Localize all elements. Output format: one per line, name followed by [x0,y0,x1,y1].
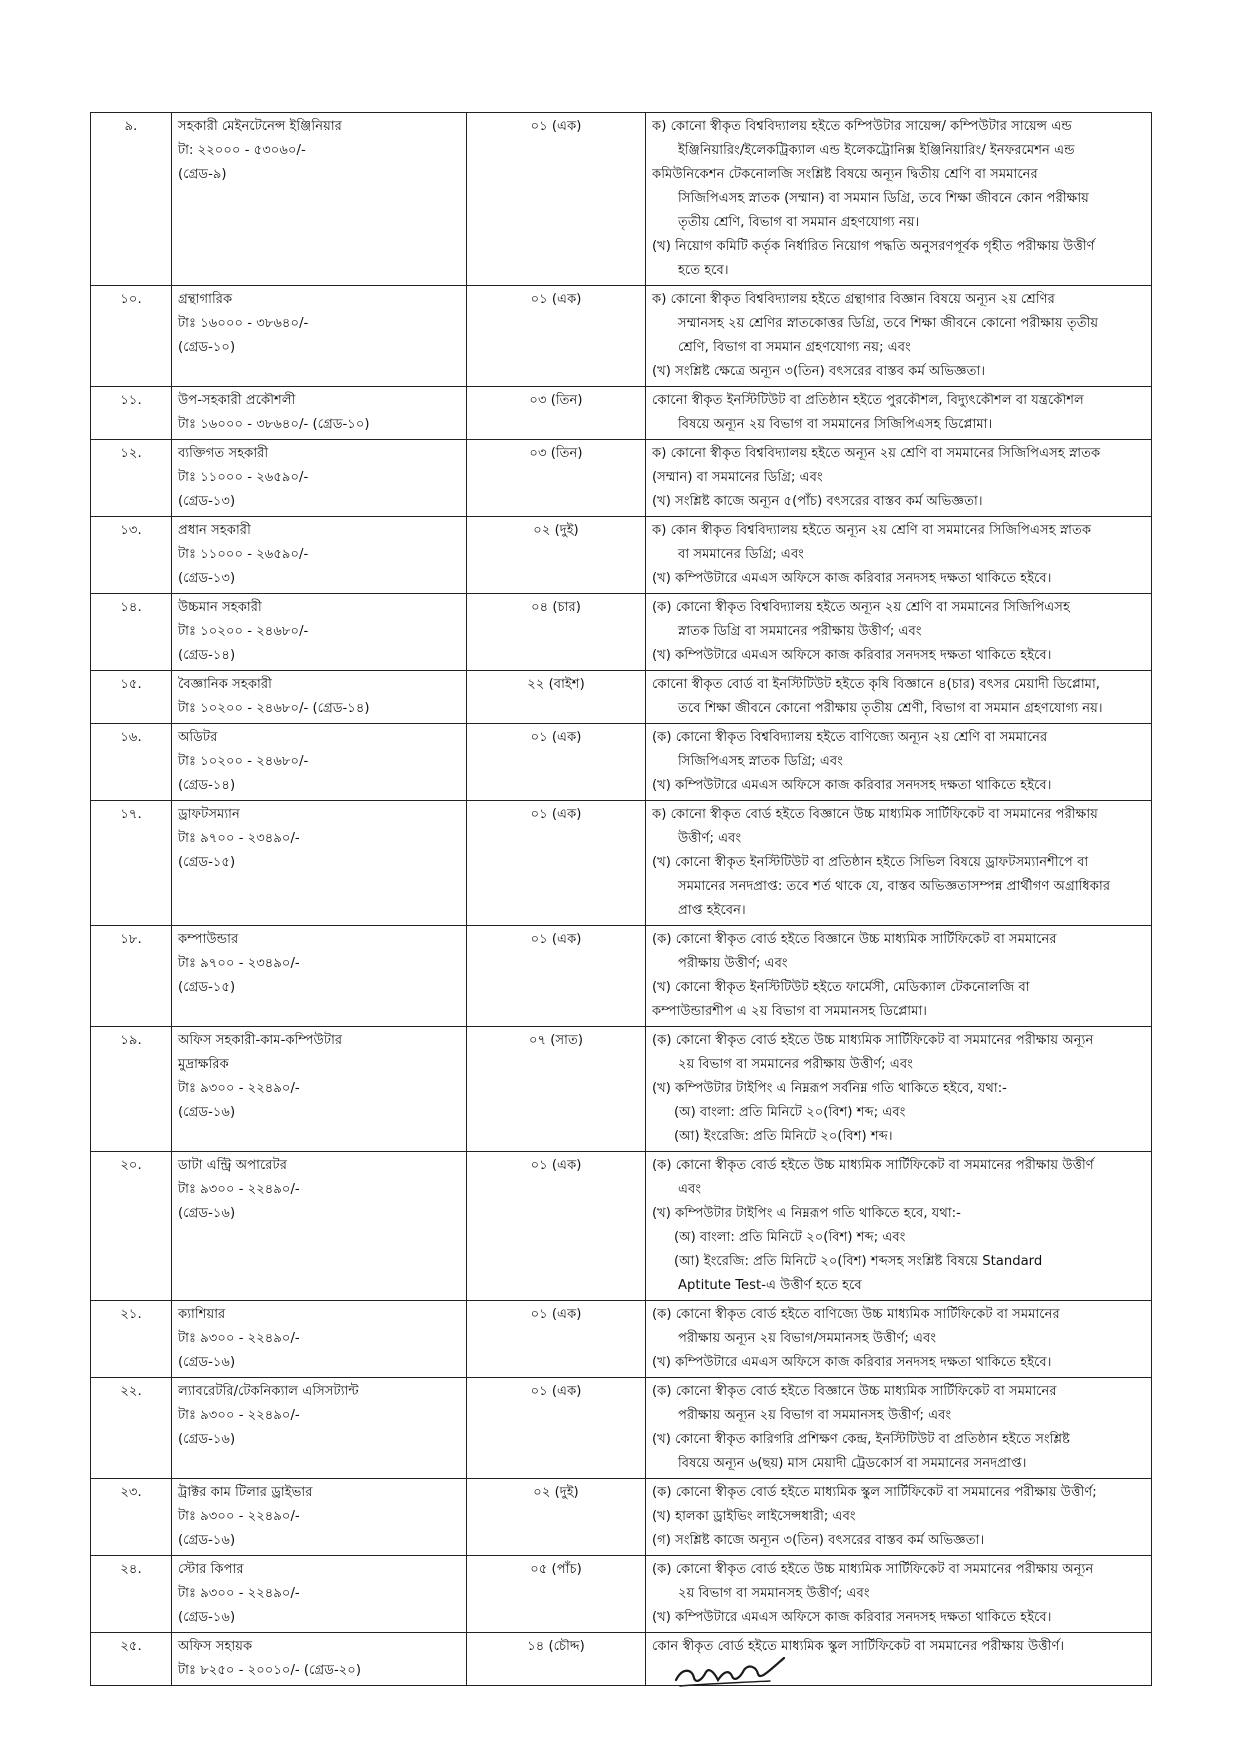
qualification-line: কমিউনিকেশন টেকনোলজি সংশ্লিষ্ট বিষয়ে অন্যূন দ্বিতীয় শ্রেণি বা সমমানের [652,167,1038,182]
table-row [91,724,1152,801]
qualification-line: (খ) কম্পিউটার টাইপিং এ নিম্নরূপ গতি থাকিতে হবে, যথা:- [652,1206,961,1221]
qualification-line: ক) কোনো স্বীকৃত বিশ্ববিদ্যালয় হইতে কম্পিউটার সায়েন্স/ কম্পিউটার সায়েন্স এন্ড [652,119,1072,134]
qualification-cell [646,671,1152,724]
post-count-cell: ০৩ (তিন) [467,440,646,517]
post-name-cell [172,440,467,517]
post-count-cell: ০২ (দুই) [467,1479,646,1556]
qualification-line: হতে হবে। [678,263,729,278]
qualification-line: এবং [678,1182,702,1197]
qualification-cell [646,1152,1152,1301]
qualification-line: কোন স্বীকৃত বোর্ড হইতে মাধ্যমিক স্কুল সার্টিফিকেট বা সমমানের পরীক্ষায় উত্তীর্ণ। [652,1639,1065,1654]
qualification-line: (খ) নিয়োগ কমিটি কর্তৃক নির্ধারিত নিয়োগ পদ্ধতি অনুসরণপূর্বক গৃহীত পরীক্ষায় উত্তীর্ণ [652,239,1095,254]
post-line: (গ্রেড-১৩) [178,571,236,586]
qualification-line: বিষয়ে অন্যূন ৬(ছয়) মাস মেয়াদী ট্রেডকোর্স বা সমমানের সনদপ্রাপ্ত। [678,1456,1027,1471]
qualification-line: তবে শিক্ষা জীবনে কোনো পরীক্ষায় তৃতীয় শ্রেণী, বিভাগ বা সমমান গ্রহণযোগ্য নয়। [678,701,1103,716]
post-line: স্টোর কিপার [178,1562,244,1577]
post-line: (গ্রেড-৯) [178,167,227,182]
qualification-line: (অ) বাংলা: প্রতি মিনিটে ২০(বিশ) শব্দ; এবং [674,1105,906,1120]
post-line: মুদ্রাক্ষরিক [178,1057,229,1072]
post-name-cell [172,724,467,801]
qualification-line: কোনো স্বীকৃত বোর্ড বা ইনস্টিটিউট হইতে কৃষি বিজ্ঞানে ৪(চার) বৎসর মেয়াদী ডিপ্লোমা, [652,677,1100,692]
post-count-cell: ১৪ (চৌদ্দ) [467,1633,646,1686]
serial-number-cell: ২২. [91,1378,172,1479]
qualification-line: (খ) সংশ্লিষ্ট ক্ষেত্রে অন্যূন ৩(তিন) বৎসরের বাস্তব কর্ম অভিজ্ঞতা। [652,364,986,379]
post-line: (গ্রেড-১৬) [178,1355,236,1370]
table-row [91,594,1152,671]
qualification-line: ক) কোন স্বীকৃত বিশ্ববিদ্যালয় হইতে অন্যূন ২য় শ্রেণি বা সমমানের সিজিপিএসহ স্নাতক [652,523,1092,538]
qualification-line: (ক) কোনো স্বীকৃত বিশ্ববিদ্যালয় হইতে অন্যূন ২য় শ্রেণি বা সমমানের সিজিপিএসহ [652,600,1070,615]
qualification-line: (আ) ইংরেজি: প্রতি মিনিটে ২০(বিশ) শব্দ। [674,1129,893,1144]
qualification-line: কোনো স্বীকৃত ইনস্টিটিউট বা প্রতিষ্ঠান হইতে পুরকৌশল, বিদ্যুৎকৌশল বা যন্ত্রকৌশল [652,393,1084,408]
serial-number-cell: ২৫. [91,1633,172,1686]
post-line: প্রধান সহকারী [178,523,251,538]
serial-number-cell: ২১. [91,1301,172,1378]
qualification-cell [646,724,1152,801]
serial-number-cell: ১৩. [91,517,172,594]
table-row [91,387,1152,440]
post-line: টাঃ ৯৩০০ - ২২৪৯০/- [178,1331,300,1346]
post-line: টাঃ ১০২০০ - ২৪৬৮০/- [178,754,309,769]
post-count-cell: ০১ (এক) [467,286,646,387]
qualification-line: (ক) কোনো স্বীকৃত বোর্ড হইতে উচ্চ মাধ্যমিক সার্টিফিকেট বা সমমানের পরীক্ষায় উত্তীর্ণ [652,1158,1094,1173]
post-line: (গ্রেড-১৬) [178,1432,236,1447]
qualification-line: পরীক্ষায় উত্তীর্ণ; এবং [678,956,788,971]
post-name-cell [172,1301,467,1378]
qualification-cell [646,801,1152,926]
handwritten-signature [672,1650,792,1690]
post-line: ট্রাক্টর কাম টিলার ড্রাইভার [178,1485,313,1500]
qualification-line: স্নাতক ডিগ্রি বা সমমানের পরীক্ষায় উত্তীর্ণ; এবং [678,624,922,639]
qualification-line: ইঞ্জিনিয়ারিং/ইলেকট্রিক্যাল এন্ড ইলেকট্রোনিক্স ইঞ্জিনিয়ারিং/ ইনফরমেশন এন্ড [678,143,1075,158]
post-line: ডাটা এন্ট্রি অপারেটর [178,1158,287,1173]
qualification-line: ক) কোনো স্বীকৃত বোর্ড হইতে বিজ্ঞানে উচ্চ মাধ্যমিক সার্টিফিকেট বা সমমানের পরীক্ষায় [652,807,1098,822]
qualification-line: (অ) বাংলা: প্রতি মিনিটে ২০(বিশ) শব্দ; এবং [674,1230,906,1245]
table-row [91,926,1152,1027]
post-count-cell: ০১ (এক) [467,1301,646,1378]
post-line: টাঃ ১১০০০ - ২৬৫৯০/- [178,547,309,562]
post-name-cell [172,1633,467,1686]
post-count-cell: ০৪ (চার) [467,594,646,671]
qualification-line: শ্রেণি, বিভাগ বা সমমান গ্রহণযোগ্য নয়; এবং [678,340,911,355]
table-row [91,1479,1152,1556]
post-line: টাঃ ১১০০০ - ২৬৫৯০/- [178,470,309,485]
post-name-cell [172,594,467,671]
qualification-line: (ক) কোনো স্বীকৃত বোর্ড হইতে বাণিজ্যে উচ্চ মাধ্যমিক সার্টিফিকেট বা সমমানের [652,1307,1060,1322]
table-row [91,517,1152,594]
qualification-line: (ক) কোনো স্বীকৃত বোর্ড হইতে বিজ্ঞানে উচ্চ মাধ্যমিক সার্টিফিকেট বা সমমানের [652,932,1057,947]
qualification-line: উত্তীর্ণ; এবং [678,831,742,846]
table-row [91,1027,1152,1152]
qualification-line: (খ) কম্পিউটারে এমএস অফিসে কাজ করিবার সনদসহ দক্ষতা থাকিতে হইবে। [652,648,1052,663]
post-line: টাঃ ৯৩০০ - ২২৪৯০/- [178,1182,300,1197]
post-line: টাঃ ৯৩০০ - ২২৪৯০/- [178,1408,300,1423]
qualification-line: (খ) কম্পিউটারে এমএস অফিসে কাজ করিবার সনদসহ দক্ষতা থাকিতে হইবে। [652,1610,1052,1625]
post-count-cell: ০২ (দুই) [467,517,646,594]
serial-number-cell: ১৫. [91,671,172,724]
post-count-cell: ০৫ (পাঁচ) [467,1556,646,1633]
post-name-cell [172,286,467,387]
serial-number-cell: ১৯. [91,1027,172,1152]
table-row [91,440,1152,517]
table-row [91,1633,1152,1686]
qualification-line: (খ) কোনো স্বীকৃত ইনস্টিটিউট হইতে ফার্মেসী, মেডিক্যাল টেকনোলজি বা [652,980,1030,995]
post-count-cell: ০১ (এক) [467,1378,646,1479]
post-name-cell [172,801,467,926]
qualification-line: সিজিপিএসহ স্নাতক ডিগ্রি; এবং [678,754,843,769]
table-row [91,1301,1152,1378]
post-line: গ্রন্থাগারিক [178,292,233,307]
post-line: অফিস সহকারী-কাম-কম্পিউটার [178,1033,343,1048]
post-name-cell [172,1556,467,1633]
qualification-line: (খ) কম্পিউটার টাইপিং এ নিম্নরূপ সর্বনিম্ন গতি থাকিতে হইবে, যথা:- [652,1081,1007,1096]
qualification-cell [646,594,1152,671]
table-row [91,801,1152,926]
qualification-line: ২য় বিভাগ বা সমমানের পরীক্ষায় উত্তীর্ণ; এবং [678,1057,913,1072]
post-name-cell [172,926,467,1027]
qualification-line: ২য় বিভাগ বা সমমানসহ উত্তীর্ণ; এবং [678,1586,870,1601]
post-line: ব্যক্তিগত সহকারী [178,446,269,461]
post-name-cell [172,387,467,440]
qualification-line: তৃতীয় শ্রেণি, বিভাগ বা সমমান গ্রহণযোগ্য নয়। [678,215,920,230]
post-line: ক্যাশিয়ার [178,1307,226,1322]
post-name-cell [172,113,467,286]
post-line: ল্যাবরেটরি/টেকনিক্যাল এসিসট্যান্ট [178,1384,359,1399]
post-line: টাঃ ১৬০০০ - ৩৮৬৪০/- [178,316,309,331]
post-line: টাঃ ৮২৫০ - ২০০১০/- (গ্রেড-২০) [178,1663,362,1678]
qualification-line: (খ) হালকা ড্রাইভিং লাইসেন্সধারী; এবং [652,1509,856,1524]
table-row [91,286,1152,387]
serial-number-cell: ২৪. [91,1556,172,1633]
post-line: টা: ২২০০০ - ৫৩০৬০/- [178,143,306,158]
qualification-cell [646,926,1152,1027]
post-name-cell [172,1479,467,1556]
post-line: টাঃ ৯৭০০ - ২৩৪৯০/- [178,956,300,971]
qualification-line: (খ) কম্পিউটারে এমএস অফিসে কাজ করিবার সনদসহ দক্ষতা থাকিতে হইবে। [652,778,1052,793]
post-line: (গ্রেড-১৫) [178,980,236,995]
post-count-cell: ০১ (এক) [467,801,646,926]
post-line: (গ্রেড-১৬) [178,1610,236,1625]
qualification-cell [646,113,1152,286]
job-requirements-table [90,112,1152,1686]
post-line: সহকারী মেইনটেনেন্স ইঞ্জিনিয়ার [178,119,342,134]
post-line: অফিস সহায়ক [178,1639,253,1654]
qualification-line: (খ) কম্পিউটারে এমএস অফিসে কাজ করিবার সনদসহ দক্ষতা থাকিতে হইবে। [652,571,1052,586]
post-line: টাঃ ১০২০০ - ২৪৬৮০/- (গ্রেড-১৪) [178,701,370,716]
serial-number-cell: ৯. [91,113,172,286]
qualification-line: (খ) কোনো স্বীকৃত কারিগরি প্রশিক্ষণ কেন্দ্র, ইনস্টিটিউট বা প্রতিষ্ঠান হইতে সংশ্লিষ্ট [652,1432,1070,1447]
qualification-line: (ক) কোনো স্বীকৃত বোর্ড হইতে মাধ্যমিক স্কুল সার্টিফিকেট বা সমমানের পরীক্ষায় উত্তীর্ণ; [652,1485,1097,1500]
qualification-line: (সম্মান) বা সমমানের ডিগ্রি; এবং [652,470,823,485]
post-line: (গ্রেড-১৫) [178,855,236,870]
document-page [90,112,1152,1686]
serial-number-cell: ১২. [91,440,172,517]
post-name-cell [172,1378,467,1479]
qualification-line: বিষয়ে অন্যূন ২য় বিভাগ বা সমমানের সিজিপিএসহ ডিপ্লোমা। [678,417,993,432]
qualification-line: (গ) সংশ্লিষ্ট কাজে অন্যূন ৩(তিন) বৎসরের বাস্তব কর্ম অভিজ্ঞতা। [652,1533,985,1548]
qualification-cell [646,517,1152,594]
post-line: (গ্রেড-১৪) [178,648,236,663]
qualification-cell [646,286,1152,387]
table-body [91,113,1152,1686]
qualification-cell [646,1301,1152,1378]
qualification-line: (খ) সংশ্লিষ্ট কাজে অন্যূন ৫(পাঁচ) বৎসরের বাস্তব কর্ম অভিজ্ঞতা। [652,494,983,509]
serial-number-cell: ১৭. [91,801,172,926]
serial-number-cell: ১৬. [91,724,172,801]
post-count-cell: ২২ (বাইশ) [467,671,646,724]
post-name-cell [172,517,467,594]
qualification-line: (ক) কোনো স্বীকৃত বিশ্ববিদ্যালয় হইতে বাণিজ্যে অন্যূন ২য় শ্রেণি বা সমমানের [652,730,1048,745]
post-line: কম্পাউন্ডার [178,932,239,947]
table-row [91,113,1152,286]
post-name-cell [172,671,467,724]
qualification-line: পরীক্ষায় অন্যূন ২য় বিভাগ বা সমমানসহ উত্তীর্ণ; এবং [678,1408,952,1423]
qualification-line: সমমানের সনদপ্রাপ্ত: তবে শর্ত থাকে যে, বাস্তব অভিজ্ঞতাসম্পন্ন প্রার্থীগণ অগ্রাধিকার [678,879,1111,894]
post-line: টাঃ ৯৩০০ - ২২৪৯০/- [178,1509,300,1524]
post-line: উপ-সহকারী প্রকৌশলী [178,393,296,408]
post-line: টাঃ ১০২০০ - ২৪৬৮০/- [178,624,309,639]
qualification-line: (ক) কোনো স্বীকৃত বোর্ড হইতে বিজ্ঞানে উচ্চ মাধ্যমিক সার্টিফিকেট বা সমমানের [652,1384,1057,1399]
qualification-line: Aptitute Test-এ উত্তীর্ণ হতে হবে [678,1278,862,1293]
qualification-line: (খ) কম্পিউটারে এমএস অফিসে কাজ করিবার সনদসহ দক্ষতা থাকিতে হইবে। [652,1355,1052,1370]
post-line: (গ্রেড-১৬) [178,1206,236,1221]
post-line: বৈজ্ঞানিক সহকারী [178,677,272,692]
post-line: টাঃ ৯৩০০ - ২২৪৯০/- [178,1586,300,1601]
qualification-line: সম্মানসহ ২য় শ্রেণির স্নাতকোত্তর ডিগ্রি, তবে শিক্ষা জীবনে কোনো পরীক্ষায় তৃতীয় [678,316,1099,331]
post-line: টাঃ ৯৩০০ - ২২৪৯০/- [178,1081,300,1096]
post-count-cell: ০১ (এক) [467,1152,646,1301]
post-line: (গ্রেড-১৬) [178,1533,236,1548]
post-line: (গ্রেড-১৩) [178,494,236,509]
serial-number-cell: ২০. [91,1152,172,1301]
post-line: (গ্রেড-১০) [178,340,236,355]
post-line: (গ্রেড-১৬) [178,1105,236,1120]
qualification-cell [646,1027,1152,1152]
table-row [91,1556,1152,1633]
post-name-cell [172,1152,467,1301]
qualification-line: (ক) কোনো স্বীকৃত বোর্ড হইতে উচ্চ মাধ্যমিক সার্টিফিকেট বা সমমানের পরীক্ষায় অন্যূন [652,1033,1094,1048]
qualification-line: ক) কোনো স্বীকৃত বিশ্ববিদ্যালয় হইতে গ্রন্থাগার বিজ্ঞান বিষয়ে অন্যূন ২য় শ্রেণির [652,292,1055,307]
post-line: অডিটর [178,730,218,745]
serial-number-cell: ১৪. [91,594,172,671]
qualification-cell [646,1479,1152,1556]
qualification-line: ক) কোনো স্বীকৃত বিশ্ববিদ্যালয় হইতে অন্যূন ২য় শ্রেণি বা সমমানের সিজিপিএসহ স্নাতক [652,446,1101,461]
serial-number-cell: ১৮. [91,926,172,1027]
post-line: টাঃ ১৬০০০ - ৩৮৬৪০/- (গ্রেড-১০) [178,417,370,432]
post-count-cell: ০৭ (সাত) [467,1027,646,1152]
post-name-cell [172,1027,467,1152]
post-count-cell: ০৩ (তিন) [467,387,646,440]
qualification-cell [646,387,1152,440]
post-count-cell: ০১ (এক) [467,724,646,801]
qualification-line: (ক) কোনো স্বীকৃত বোর্ড হইতে উচ্চ মাধ্যমিক সার্টিফিকেট বা সমমানের পরীক্ষায় অন্যূন [652,1562,1094,1577]
serial-number-cell: ২৩. [91,1479,172,1556]
qualification-line: বা সমমানের ডিগ্রি; এবং [678,547,804,562]
qualification-line: (খ) কোনো স্বীকৃত ইনস্টিটিউট বা প্রতিষ্ঠান হইতে সিভিল বিষয়ে ড্রাফটসম্যানশীপে বা [652,855,1089,870]
post-line: (গ্রেড-১৪) [178,778,236,793]
post-count-cell: ০১ (এক) [467,926,646,1027]
post-line: ড্রাফটসম্যান [178,807,240,822]
qualification-line: পরীক্ষায় অন্যূন ২য় বিভাগ/সমমানসহ উত্তীর্ণ; এবং [678,1331,937,1346]
post-count-cell: ০১ (এক) [467,113,646,286]
table-row [91,671,1152,724]
qualification-line: প্রাপ্ত হইবেন। [678,903,746,918]
post-line: টাঃ ৯৭০০ - ২৩৪৯০/- [178,831,300,846]
qualification-line: (আ) ইংরেজি: প্রতি মিনিটে ২০(বিশ) শব্দসহ সংশ্লিষ্ট বিষয়ে Standard [674,1254,1043,1269]
qualification-cell [646,440,1152,517]
serial-number-cell: ১১. [91,387,172,440]
qualification-line: সিজিপিএসহ স্নাতক (সম্মান) বা সমমান ডিগ্রি, তবে শিক্ষা জীবনে কোন পরীক্ষায় [678,191,1089,206]
post-line: উচ্চমান সহকারী [178,600,262,615]
qualification-cell [646,1378,1152,1479]
table-row [91,1378,1152,1479]
qualification-line: কম্পাউন্ডারশীপ এ ২য় বিভাগ বা সমমানসহ ডিপ্লোমা। [652,1004,927,1019]
serial-number-cell: ১০. [91,286,172,387]
qualification-cell [646,1556,1152,1633]
table-row [91,1152,1152,1301]
